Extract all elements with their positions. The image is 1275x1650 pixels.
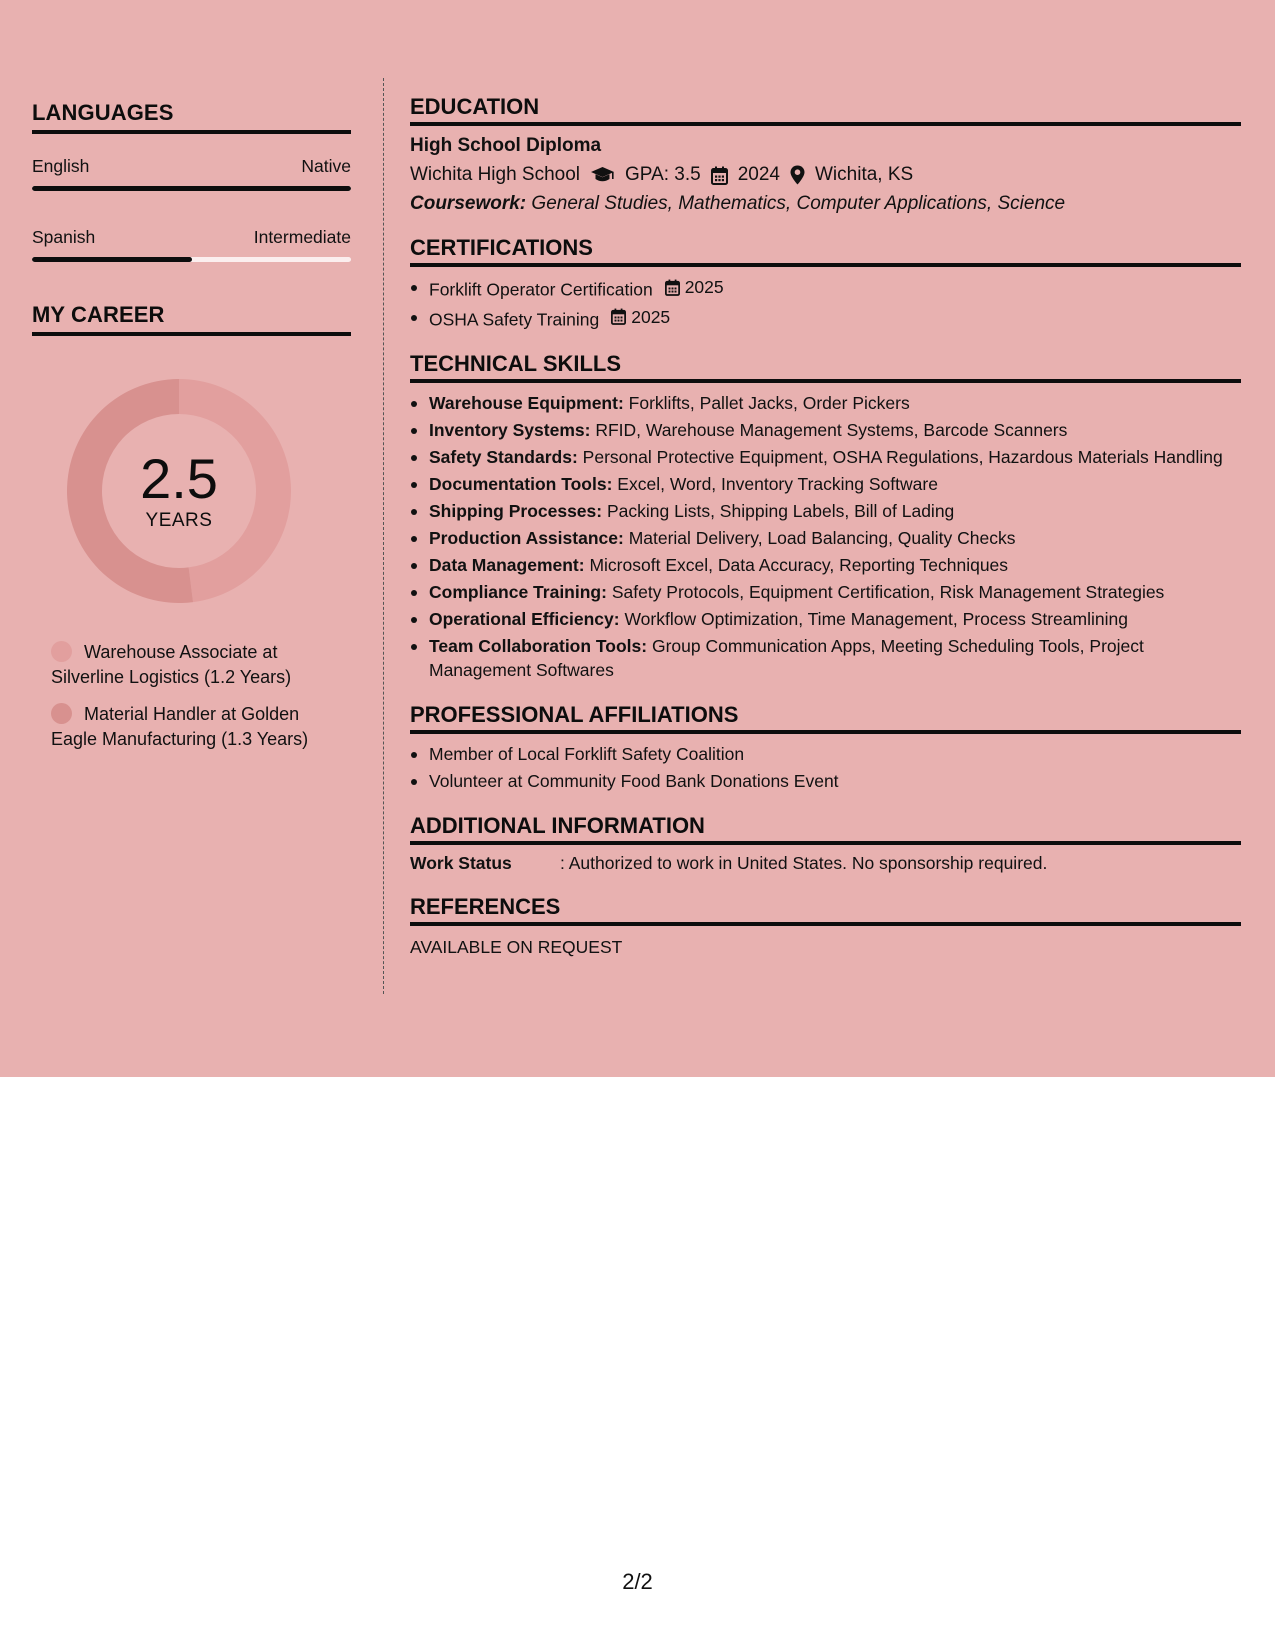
- skill-item: [410, 607, 1241, 631]
- coursework-text: General Studies, Mathematics, Computer Applications, Science: [531, 193, 1066, 214]
- skill-values: Forklifts, Pallet Jacks, Order Pickers: [628, 393, 910, 413]
- skill-category: Safety Standards:: [429, 447, 578, 467]
- education-school: Wichita High School: [410, 164, 581, 185]
- skill-item: [410, 391, 1241, 415]
- education-title: EDUCATION: [410, 94, 1241, 126]
- languages-list: [32, 156, 351, 262]
- skill-values: RFID, Warehouse Management Systems, Barcode Scanners: [595, 420, 1068, 440]
- language-level: Native: [301, 156, 351, 176]
- skill-item: [410, 445, 1241, 469]
- skill-values: Packing Lists, Shipping Labels, Bill of Lading: [606, 501, 955, 521]
- skill-values: Safety Protocols, Equipment Certification, Risk Management Strategies: [611, 582, 1165, 602]
- work-status-label: Work Status: [410, 853, 512, 873]
- coursework-label: Coursework:: [410, 193, 527, 214]
- references-text: AVAILABLE ON REQUEST: [410, 937, 623, 957]
- career-legend-label: Material Handler at Golden Eagle Manufacturing (1.3 Years): [51, 704, 309, 749]
- skill-values: Microsoft Excel, Data Accuracy, Reporting Techniques: [589, 555, 1009, 575]
- skill-values: Workflow Optimization, Time Management, Process Streamlining: [624, 609, 1128, 629]
- education-location: Wichita, KS: [815, 164, 914, 185]
- work-status-row: [410, 853, 1241, 874]
- career-legend-item: [51, 702, 341, 752]
- location-pin-icon: [790, 165, 805, 185]
- skill-category: Data Management:: [429, 555, 585, 575]
- career-legend-dot: [51, 641, 72, 662]
- certification-date: [665, 275, 724, 299]
- career-legend-dot: [51, 703, 72, 724]
- skill-values: Material Delivery, Load Balancing, Quality Checks: [628, 528, 1016, 548]
- skill-item: [410, 580, 1241, 604]
- skill-category: Documentation Tools:: [429, 474, 613, 494]
- skill-category: Production Assistance:: [429, 528, 624, 548]
- education-year: 2024: [737, 164, 780, 185]
- skill-values: Group Communication Apps, Meeting Scheduling Tools, Project Management Softwares: [429, 636, 1144, 680]
- language-name: Spanish: [32, 227, 96, 247]
- language-row: [32, 227, 351, 248]
- affiliations-list: [410, 742, 1241, 793]
- certifications-list: [410, 275, 1241, 331]
- certification-item: [410, 275, 1241, 302]
- certifications-title: CERTIFICATIONS: [410, 235, 1241, 267]
- work-status-value: : Authorized to work in United States. No sponsorship required.: [560, 853, 1048, 873]
- column-divider: [383, 78, 384, 994]
- skill-item: [410, 472, 1241, 496]
- skill-category: Warehouse Equipment:: [429, 393, 624, 413]
- calendar-icon: [611, 308, 631, 325]
- skill-item: [410, 553, 1241, 577]
- certification-item: [410, 305, 1241, 332]
- calendar-icon: [711, 166, 728, 185]
- technical-skills-title: TECHNICAL SKILLS: [410, 351, 1241, 383]
- references-title: REFERENCES: [410, 894, 1241, 926]
- language-proficiency-bar: [32, 186, 351, 191]
- career-total-unit: YEARS: [145, 510, 213, 531]
- skill-values: Excel, Word, Inventory Tracking Software: [617, 474, 938, 494]
- additional-info-title: ADDITIONAL INFORMATION: [410, 813, 1241, 845]
- right-column: [410, 94, 1241, 958]
- language-proficiency-fill: [32, 186, 351, 191]
- education-degree: High School Diploma: [410, 135, 602, 156]
- skill-category: Team Collaboration Tools:: [429, 636, 648, 656]
- page-number: 2/2: [622, 1569, 653, 1594]
- language-proficiency-fill: [32, 257, 192, 262]
- skill-item: [410, 526, 1241, 550]
- skill-values: Personal Protective Equipment, OSHA Regulations, Hazardous Materials Handling: [582, 447, 1223, 467]
- left-column: [32, 100, 351, 764]
- skill-category: Compliance Training:: [429, 582, 607, 602]
- language-row: [32, 156, 351, 177]
- affiliations-title: PROFESSIONAL AFFILIATIONS: [410, 702, 1241, 734]
- skill-category: Inventory Systems:: [429, 420, 591, 440]
- career-legend-item: [51, 640, 341, 690]
- calendar-icon: [665, 279, 685, 296]
- graduation-cap-icon: [590, 166, 615, 184]
- certification-year: 2025: [631, 306, 671, 327]
- certification-name: OSHA Safety Training: [429, 309, 600, 329]
- education-meta: [410, 164, 1241, 186]
- education-gpa: GPA: 3.5: [625, 164, 701, 185]
- technical-skills-list: [410, 391, 1241, 682]
- career-total-value: 2.5: [140, 447, 218, 510]
- skill-item: [410, 499, 1241, 523]
- career-donut-chart: [66, 378, 292, 604]
- affiliation-item: Member of Local Forklift Safety Coalition: [410, 742, 1241, 766]
- skill-item: [410, 418, 1241, 442]
- languages-title: LANGUAGES: [32, 100, 351, 134]
- career-title: MY CAREER: [32, 302, 351, 336]
- skill-category: Shipping Processes:: [429, 501, 603, 521]
- skill-category: Operational Efficiency:: [429, 609, 620, 629]
- skill-item: [410, 634, 1241, 682]
- education-coursework: [410, 193, 1241, 215]
- language-proficiency-bar: [32, 257, 351, 262]
- donut-center: [66, 378, 292, 604]
- affiliation-item: Volunteer at Community Food Bank Donations Event: [410, 769, 1241, 793]
- language-level: Intermediate: [253, 227, 351, 247]
- career-legend-label: Warehouse Associate at Silverline Logistics (1.2 Years): [51, 642, 292, 687]
- certification-date: [611, 305, 670, 329]
- language-name: English: [32, 156, 90, 176]
- certification-year: 2025: [684, 277, 724, 297]
- career-legend: [32, 640, 351, 752]
- certification-name: Forklift Operator Certification: [429, 279, 653, 300]
